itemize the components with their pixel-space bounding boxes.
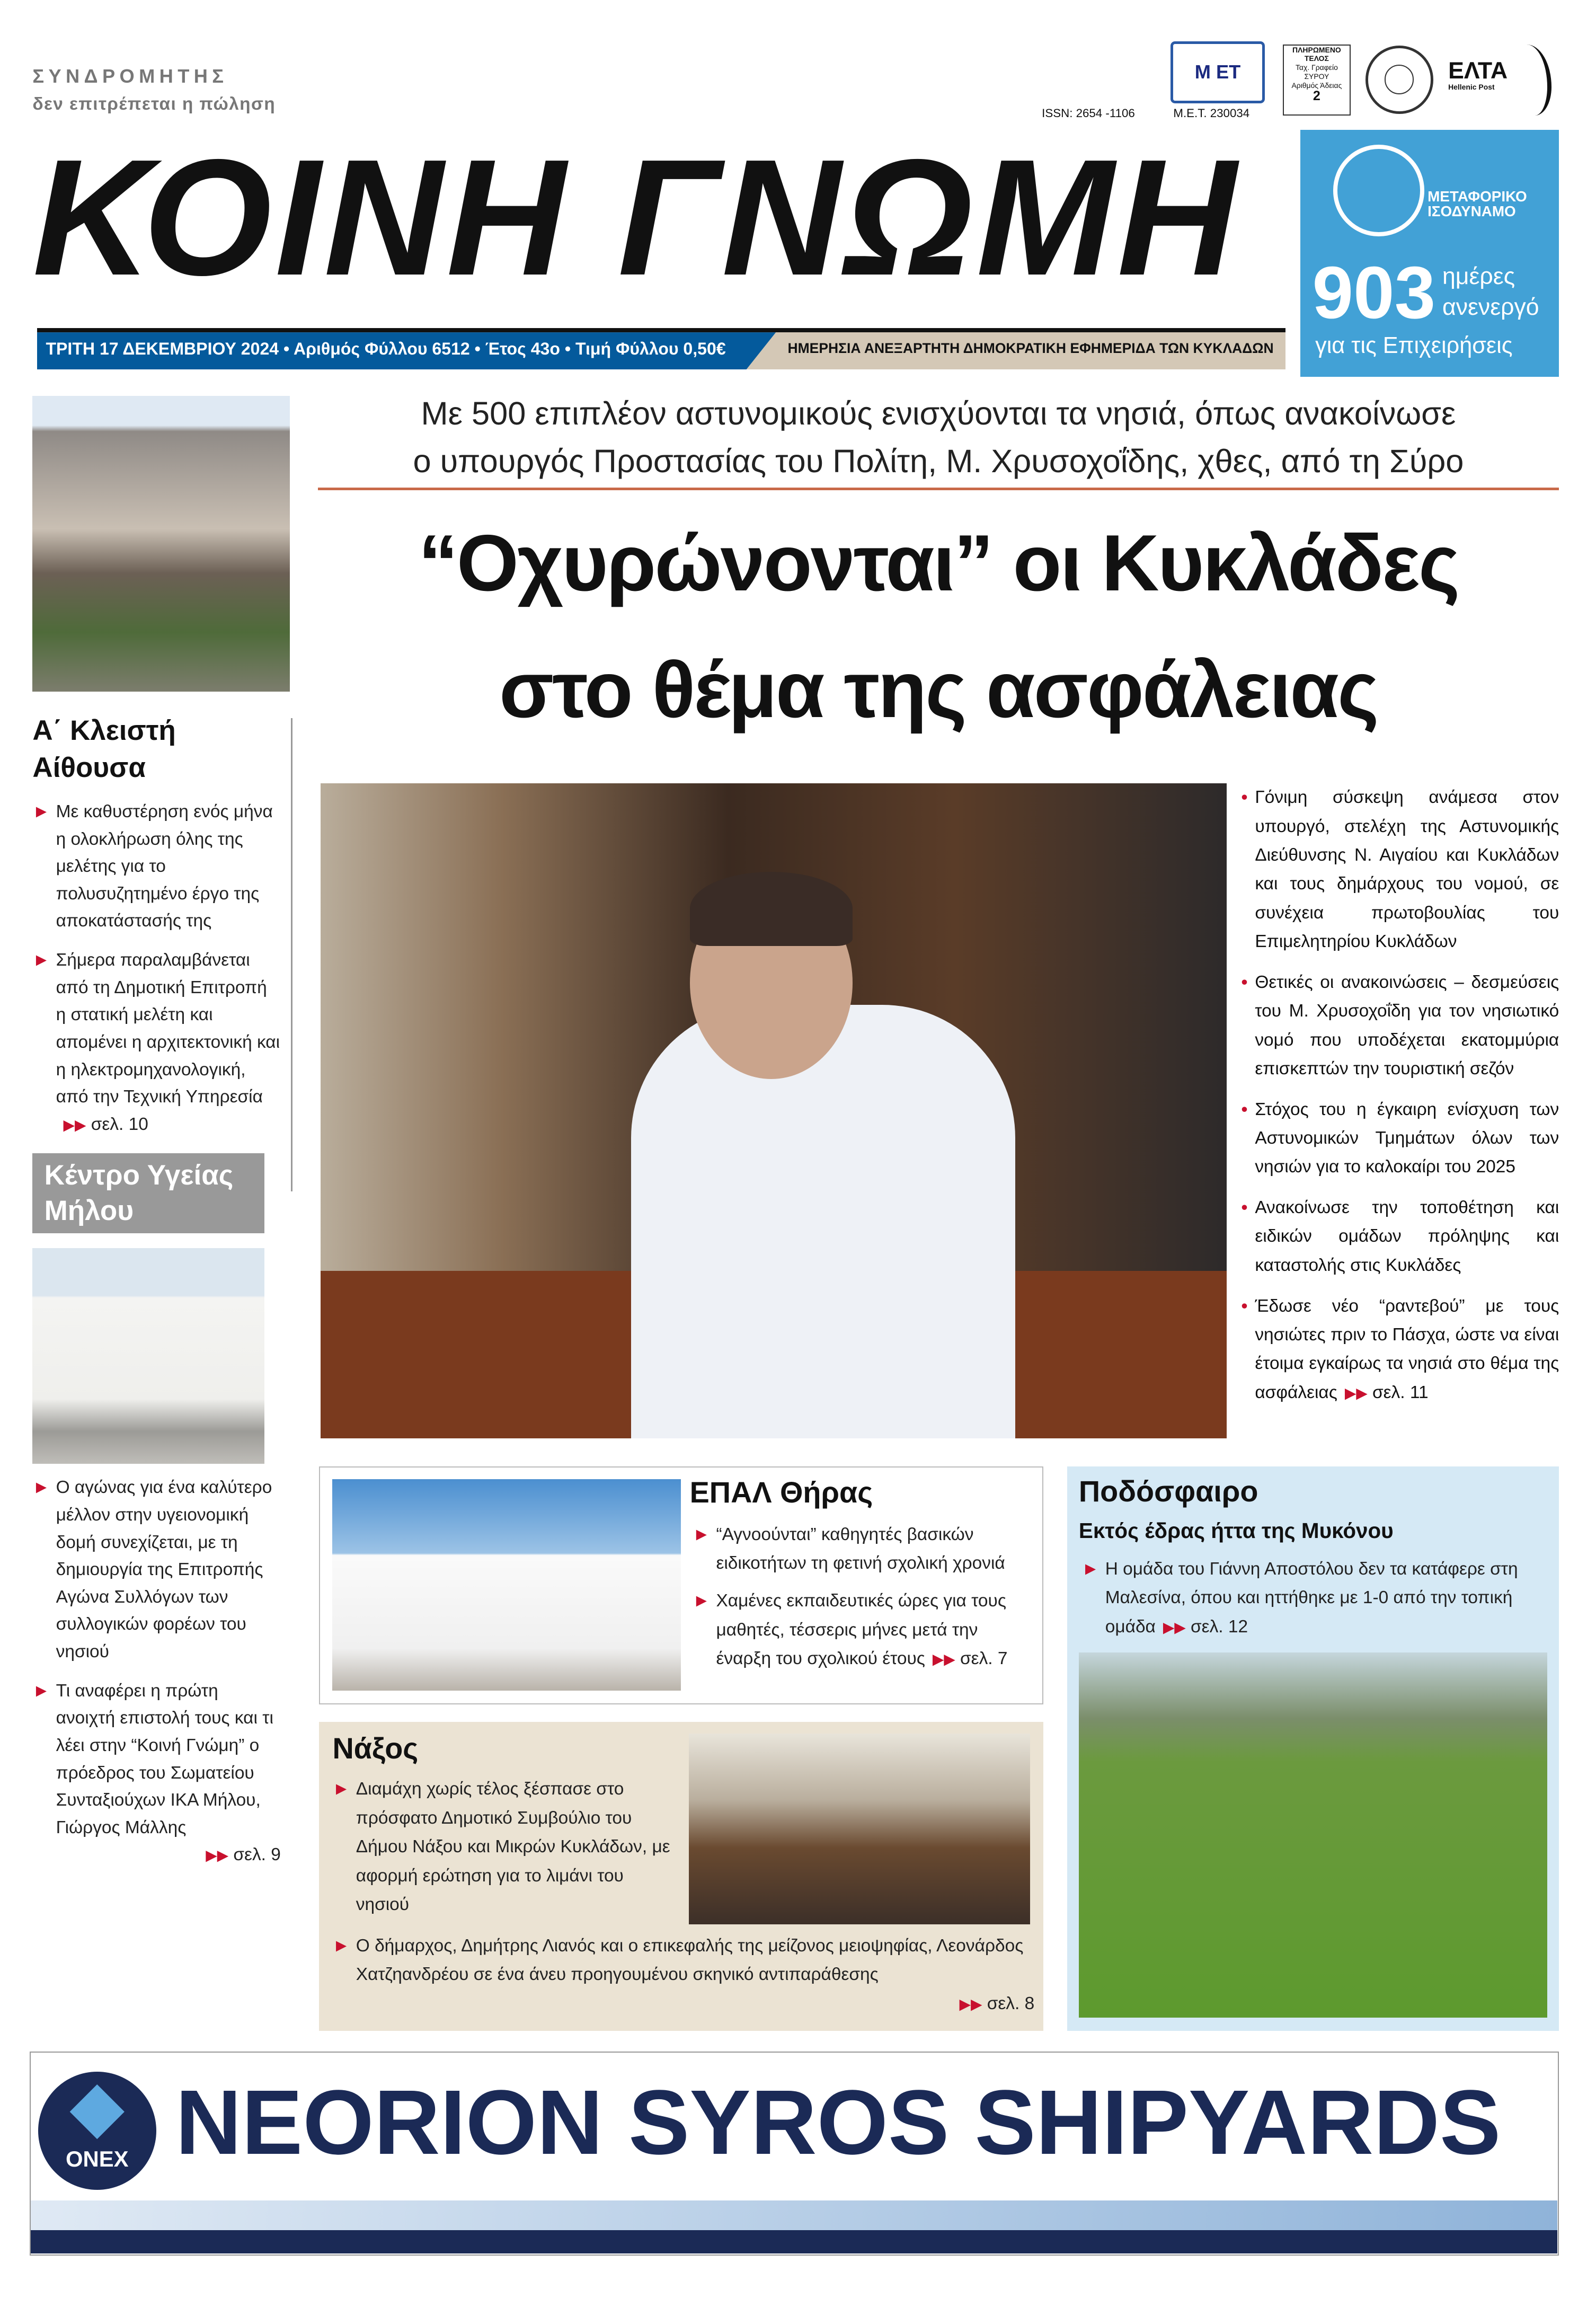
met-code: M.E.T. 230034 (1173, 106, 1250, 120)
list-item (332, 1775, 681, 1925)
bullet-text: Διαμάχη χωρίς τέλος ξέσπασε στο πρόσφατο Δημοτικό Συμβούλιο του Δήμου Νάξου και Μικρών Κυκλάδων, με αφορμή ερώτηση για το λιμάνι του νησιού (356, 1779, 670, 1915)
no-sale-label: δεν επιτρέπεται η πώληση (32, 94, 276, 114)
kicker-line: Με 500 επιπλέον αστυνομικούς ενισχύονται τα νησιά, όπως ανακοίνωσε (421, 395, 1456, 432)
triangle-bullet-icon: ► (332, 1936, 350, 1956)
list-item (693, 1587, 1035, 1674)
kicker-line: ο υπουργός Προστασίας του Πολίτη, Μ. Χρυσοχοΐδης, χθες, από τη Σύρο (413, 443, 1464, 480)
bullet-text: Ο αγώνας για ένα καλύτερο μέλλον στην υγειονομική δομή συνεχίζεται, με τη δημιουργία της Επιτροπής Αγώνα Συλλόγων των συλλογικών φορέων του νησιού (56, 1478, 272, 1661)
football-bullets (1081, 1555, 1548, 1642)
photo-school (332, 1479, 681, 1691)
lead-bullets (1242, 783, 1559, 1408)
page-ref-link[interactable] (356, 1990, 1034, 2019)
ship-logo-icon (1333, 145, 1425, 236)
bullet-dot-icon: • (1241, 1296, 1248, 1316)
list-item (1081, 1555, 1548, 1642)
page-ref-link[interactable] (56, 1841, 281, 1869)
list-item (32, 1474, 281, 1665)
football-subtitle: Εκτός έδρας ήττα της Μυκόνου (1078, 1518, 1394, 1543)
date-bar (37, 328, 1286, 369)
issue-info: ΤΡΙΤΗ 17 ΔΕΚΕΜΒΡΙΟΥ 2024 • Αριθμός Φύλλου 6512 • Έτος 43ο • Τιμή Φύλλου 0,50€ (46, 339, 726, 358)
bullet-text: Στόχος του η έγκαιρη ενίσχυση των Αστυνομικών Τμημάτων όλων των νησιών για το καλοκαίρι του 2025 (1255, 1099, 1559, 1177)
headline-line: “Οχυρώνονται” οι Κυκλάδες (418, 518, 1459, 607)
page-ref: σελ. 11 (1372, 1382, 1429, 1402)
naxos-bullets (332, 1775, 1034, 2019)
page-ref: σελ. 12 (1191, 1616, 1248, 1637)
stamp-line: 2 (1313, 89, 1320, 104)
diamond-icon (70, 2084, 125, 2139)
bullet-text: Η ομάδα του Γιάννη Αποστόλου δεν τα κατάφερε στη Μαλεσίνα, όπου και ηττήθηκε με 1-0 από την τοπική ομάδα (1105, 1559, 1518, 1637)
neorion-ad[interactable] (30, 2052, 1559, 2256)
lead-bullet (1242, 968, 1559, 1084)
double-arrow-icon: ▶▶ (206, 1847, 229, 1864)
football-title: Ποδόσφαιρο (1078, 1474, 1258, 1508)
bullet-text: Σήμερα παραλαμβάνεται από τη Δημοτική Επιτροπή η στατική μελέτη και απομένει η αρχιτεκτονική και η ηλεκτρομηχανολογική, από την Τεχνική Υπηρεσία (56, 950, 280, 1107)
bullet-text: Τι αναφέρει η πρώτη ανοιχτή επιστολή τους και τι λέει στην “Κοινή Γνώμη” ο πρόεδρος του Σωματείου Συνταξιούχων ΙΚΑ Μήλου, Γιώργος Μάλλης (56, 1681, 273, 1837)
left-column (32, 712, 281, 1869)
lead-bullet (1242, 1095, 1559, 1182)
triangle-bullet-icon: ► (1081, 1559, 1100, 1579)
onex-logo-text: ONEX (65, 2146, 129, 2171)
stamp-line: ΣΥΡΟΥ (1304, 72, 1329, 81)
issn-text: ISSN: 2654 -1106 (1042, 106, 1135, 120)
list-item (332, 1932, 1034, 2019)
masthead-title: ΚΟΙΝΗ ΓΝΩΜΗ (32, 125, 1240, 311)
photo-closed-hall[interactable] (32, 396, 289, 692)
ad-stripe (31, 2200, 1557, 2230)
page-ref-link[interactable] (1163, 1613, 1248, 1642)
triangle-bullet-icon: ► (693, 1524, 711, 1544)
health-center-title[interactable]: Κέντρο Υγείας Μήλου (32, 1153, 264, 1233)
bullet-text: Γόνιμη σύσκεψη ανάμεσα στον υπουργό, στελέχη της Αστυνομικής Διεύθυνσης Ν. Αιγαίου και Κυκλάδων και τους δημάρχους του νομού, σε συνέχεια πρωτοβουλίας του Επιμελητηρίου Κυκλάδων (1255, 788, 1559, 952)
naxos-story[interactable] (319, 1722, 1043, 2031)
promo-line3: για τις Επιχειρήσεις (1315, 332, 1513, 358)
page-ref-link[interactable] (933, 1645, 1008, 1674)
elta-subtext: Hellenic Post (1448, 83, 1495, 92)
bullet-text: Θετικές οι ανακοινώσεις – δεσμεύσεις του Μ. Χρυσοχοΐδη για τον νησιωτικό νομό που υποδέχεται εκατομμύρια επισκεπτών την τουριστική σεζόν (1255, 972, 1559, 1079)
promo-logo-line: ΙΣΟΔΥΝΑΜΟ (1427, 202, 1516, 219)
stamp-line: ΤΕΛΟΣ (1304, 54, 1329, 63)
bullet-text: Με καθυστέρηση ενός μήνα η ολοκλήρωση όλης της μελέτης για το πολυσυζητημένο έργο της αποκατάστασής της (56, 801, 273, 931)
naxos-title: Νάξος (332, 1732, 419, 1765)
triangle-bullet-icon: ► (32, 950, 50, 970)
bullet-text: Έδωσε νέο “ραντεβού” με τους νησιώτες πριν το Πάσχα, ώστε να είναι έτοιμα εγκαίρως τα νησιά στο θέμα της ασφάλειας (1255, 1296, 1559, 1402)
double-arrow-icon: ▶▶ (932, 1651, 955, 1668)
elta-head-icon (1510, 45, 1551, 116)
lead-headline[interactable] (311, 500, 1567, 754)
page-ref: σελ. 10 (91, 1114, 148, 1134)
paid-postage-stamp (1283, 45, 1351, 116)
page-ref-link[interactable] (1345, 1378, 1429, 1408)
promo-logo-line: ΜΕΤΑΦΟΡΙΚΟ (1427, 188, 1527, 205)
stamp-line: ΠΛΗΡΩΜΕΝΟ (1292, 45, 1341, 54)
promo-line2: ανενεργό (1442, 294, 1539, 321)
double-arrow-icon: ▶▶ (959, 1995, 982, 2012)
triangle-bullet-icon: ► (32, 1681, 50, 1701)
ad-stripe-dark (31, 2230, 1557, 2254)
promo-line1: ημέρες (1442, 263, 1515, 289)
epal-story[interactable] (319, 1466, 1043, 1704)
list-item (32, 947, 281, 1138)
photo-health-center[interactable] (32, 1248, 264, 1464)
triangle-bullet-icon: ► (32, 801, 50, 821)
headline-line: στο θέμα της ασφάλειας (499, 645, 1378, 735)
page-ref: σελ. 7 (960, 1649, 1008, 1669)
ad-text: NEORION SYROS SHIPYARDS (175, 2070, 1501, 2173)
page-ref: σελ. 8 (987, 1993, 1035, 2013)
elta-text: ΕΛΤΑ (1448, 57, 1508, 84)
promo-number: 903 (1312, 251, 1436, 334)
met-logo: Μ ΕΤ (1171, 41, 1265, 103)
bullet-text: Ανακοίνωσε την τοποθέτηση και ειδικών ομάδων πρόληψης και καταστολής στις Κυκλάδες (1255, 1198, 1559, 1275)
bullet-dot-icon: • (1241, 1198, 1248, 1218)
lead-bullet (1242, 1292, 1559, 1408)
column-divider (291, 718, 292, 1191)
page-ref-link[interactable] (64, 1111, 148, 1139)
double-arrow-icon: ▶▶ (1163, 1619, 1186, 1636)
epal-title: ΕΠΑΛ Θήρας (689, 1475, 873, 1509)
onex-logo (38, 2072, 156, 2190)
promo-logo-text (1427, 189, 1527, 219)
paper-tagline: ΗΜΕΡΗΣΙΑ ΑΝΕΞΑΡΤΗΤΗ ΔΗΜΟΚΡΑΤΙΚΗ ΕΦΗΜΕΡΙΔΑ ΤΩΝ ΚΥΚΛΑΔΩΝ (787, 340, 1274, 357)
page-ref: σελ. 9 (233, 1845, 281, 1865)
lead-photo-minister[interactable] (321, 783, 1227, 1438)
list-item (32, 798, 281, 935)
lead-bullet (1242, 1194, 1559, 1280)
promo-box (1300, 130, 1559, 377)
publishers-seal-icon (1366, 46, 1433, 113)
bullet-dot-icon: • (1241, 1099, 1248, 1119)
lead-kicker (318, 390, 1559, 490)
list-item (32, 1677, 281, 1869)
triangle-bullet-icon: ► (32, 1478, 50, 1498)
epal-bullets (693, 1521, 1035, 1674)
list-item (693, 1521, 1035, 1578)
bullet-text: Ο δήμαρχος, Δημήτρης Λιανός και ο επικεφαλής της μείζονος μειοψηφίας, Λεονάρδος Χατζηανδρέου σε ένα άνευ προηγουμένου σκηνικό αντιπαράθεσης (356, 1936, 1024, 1985)
subscriber-label: ΣΥΝΔΡΟΜΗΤΗΣ (32, 65, 228, 87)
lead-bullet (1242, 783, 1559, 956)
bullet-dot-icon: • (1241, 788, 1248, 808)
bullet-text: “Αγνοούνται” καθηγητές βασικών ειδικοτήτων τη φετινή σχολική χρονιά (716, 1524, 1005, 1574)
double-arrow-icon: ▶▶ (63, 1116, 86, 1133)
photo-football-match (1079, 1652, 1547, 2018)
closed-hall-title[interactable]: Α΄ Κλειστή Αίθουσα (32, 715, 176, 783)
stamp-line: Αριθμός Άδειας (1291, 81, 1342, 90)
football-story[interactable] (1067, 1466, 1559, 2031)
bullet-text: Χαμένες εκπαιδευτικές ώρες για τους μαθητές, τέσσερις μήνες μετά την έναρξη του σχολικού έτους (716, 1591, 1006, 1669)
stamp-line: Ταχ. Γραφείο (1295, 63, 1338, 72)
bullet-dot-icon: • (1241, 972, 1248, 992)
elta-logo (1448, 59, 1508, 92)
triangle-bullet-icon: ► (693, 1591, 711, 1611)
triangle-bullet-icon: ► (332, 1779, 350, 1799)
double-arrow-icon: ▶▶ (1344, 1384, 1368, 1401)
